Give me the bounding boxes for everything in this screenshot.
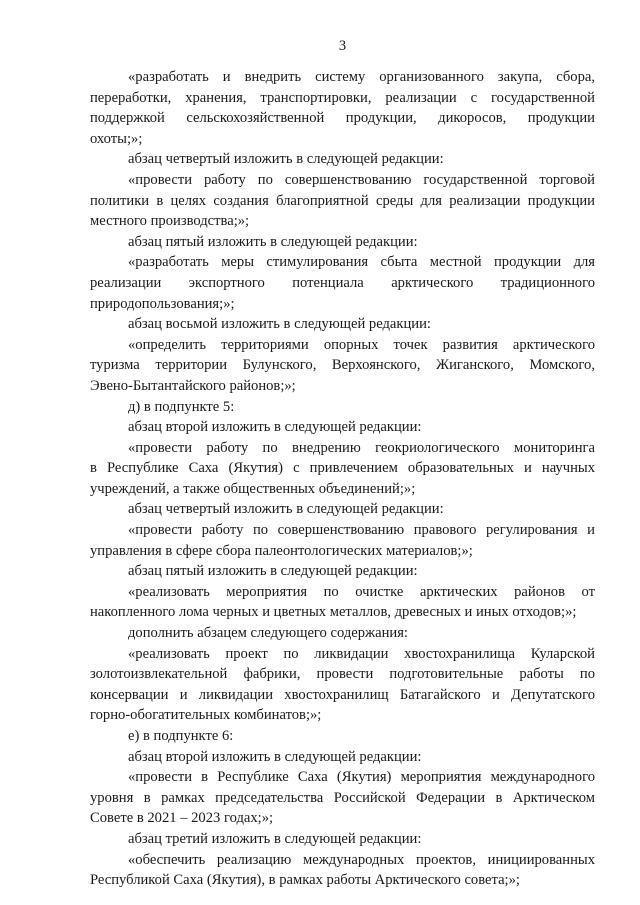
text-line: консервации и ликвидации хвостохранилищ Батагайского и Депутатского bbox=[90, 686, 595, 703]
document-page bbox=[90, 0, 595, 905]
text-line: горно-обогатительных комбинатов;»; bbox=[90, 707, 322, 724]
text-line: «определить территориями опорных точек развития арктического bbox=[128, 336, 595, 353]
text-line: Совете в 2021 – 2023 годах;»; bbox=[90, 810, 274, 827]
text-line: абзац пятый изложить в следующей редакции: bbox=[128, 563, 418, 580]
text-line: абзац четвертый изложить в следующей редакции: bbox=[128, 151, 444, 168]
text-line: «обеспечить реализацию международных проектов, инициированных bbox=[128, 851, 595, 868]
paragraph bbox=[90, 417, 595, 438]
text-line: «реализовать проект по ликвидации хвостохранилища Куларской bbox=[128, 645, 595, 662]
text-line: е) в подпункте 6: bbox=[128, 728, 234, 744]
paragraph bbox=[90, 623, 595, 644]
text-line: «провести в Республике Саха (Якутия) мероприятия международного bbox=[128, 769, 595, 786]
text-line: туризма территории Булунского, Верхоянского, Жиганского, Момского, bbox=[90, 357, 595, 374]
text-line: Республикой Саха (Якутия), в рамках работы Арктического совета;»; bbox=[90, 872, 520, 889]
paragraph bbox=[90, 335, 595, 397]
page-number: 3 bbox=[338, 38, 347, 54]
paragraph bbox=[90, 726, 595, 747]
paragraph bbox=[90, 67, 595, 149]
text-line: природопользования;»; bbox=[90, 295, 235, 312]
document-body bbox=[90, 67, 595, 891]
text-line: «разработать и внедрить систему организованного закупа, сбора, bbox=[128, 69, 595, 85]
paragraph bbox=[90, 561, 595, 582]
paragraph bbox=[90, 232, 595, 253]
paragraph bbox=[90, 149, 595, 170]
paragraph bbox=[90, 644, 595, 726]
text-line: в Республике Саха (Якутия) с привлечением образовательных и научных bbox=[90, 460, 595, 477]
text-line: политики в целях создания благоприятной среды для реализации продукции bbox=[90, 192, 595, 209]
paragraph bbox=[90, 850, 595, 891]
text-line: абзац третий изложить в следующей редакции: bbox=[128, 830, 422, 847]
text-line: «реализовать мероприятия по очистке арктических районов от bbox=[128, 583, 595, 600]
text-line: местного производства;»; bbox=[90, 213, 250, 230]
text-line: управления в сфере сбора палеонтологических материалов;»; bbox=[90, 542, 473, 559]
text-line: охоты;»; bbox=[90, 130, 143, 147]
text-line: «провести работу по совершенствованию правового регулирования и bbox=[128, 522, 595, 539]
paragraph bbox=[90, 829, 595, 850]
text-line: Эвено-Бытантайского районов;»; bbox=[90, 377, 296, 394]
paragraph bbox=[90, 252, 595, 314]
text-line: поддержкой сельскохозяйственной продукции, дикоросов, продукции bbox=[90, 110, 595, 127]
text-line: «провести работу по внедрению геокриологического мониторинга bbox=[128, 439, 595, 456]
paragraph bbox=[90, 520, 595, 561]
paragraph bbox=[90, 747, 595, 768]
paragraph bbox=[90, 582, 595, 623]
paragraph bbox=[90, 767, 595, 829]
paragraph bbox=[90, 170, 595, 232]
text-line: абзац второй изложить в следующей редакции: bbox=[128, 748, 422, 765]
text-line: золотоизвлекательной фабрики, провести подготовительные работы по bbox=[90, 666, 595, 683]
text-line: абзац пятый изложить в следующей редакции: bbox=[128, 233, 418, 250]
paragraph bbox=[90, 499, 595, 520]
paragraph bbox=[90, 314, 595, 335]
text-line: учреждений, а также общественных объединений;»; bbox=[90, 480, 416, 497]
text-line: реализации экспортного потенциала арктического традиционного bbox=[90, 274, 595, 291]
text-line: уровня в рамках председательства Российской Федерации в Арктическом bbox=[90, 789, 595, 806]
text-line: «разработать меры стимулирования сбыта местной продукции для bbox=[128, 254, 595, 271]
text-line: абзац восьмой изложить в следующей редакции: bbox=[128, 316, 431, 333]
text-line: переработки, хранения, транспортировки, реализации с государственной bbox=[90, 89, 595, 106]
text-line: абзац второй изложить в следующей редакции: bbox=[128, 419, 422, 436]
text-line: дополнить абзацем следующего содержания: bbox=[128, 625, 408, 642]
text-line: «провести работу по совершенствованию государственной торговой bbox=[128, 171, 595, 188]
text-line: накопленного лома черных и цветных металлов, древесных и иных отходов;»; bbox=[90, 604, 577, 621]
text-line: абзац четвертый изложить в следующей редакции: bbox=[128, 501, 444, 518]
paragraph bbox=[90, 397, 595, 418]
text-line: д) в подпункте 5: bbox=[128, 398, 235, 415]
paragraph bbox=[90, 438, 595, 500]
